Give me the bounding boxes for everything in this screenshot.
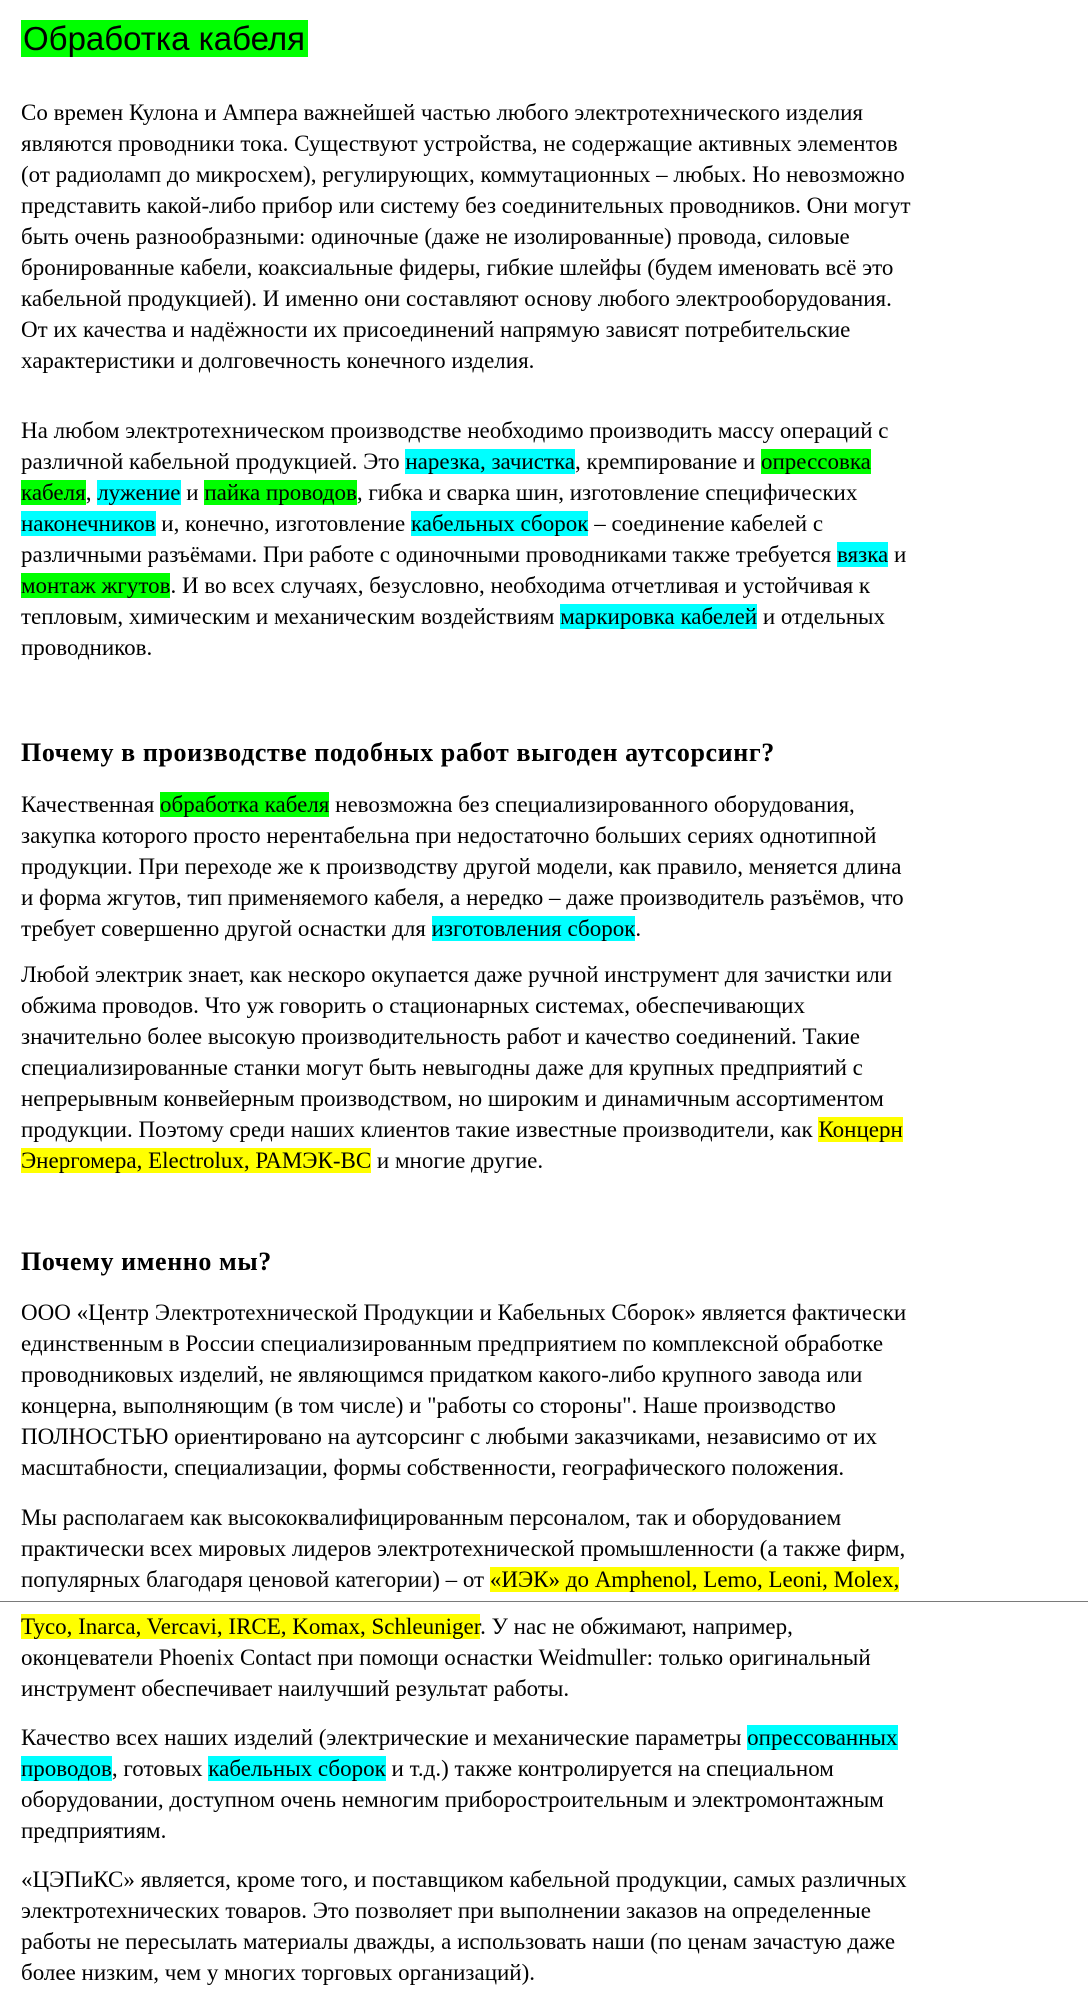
highlight-cable-marking: маркировка кабелей xyxy=(560,604,758,629)
text-line: Энергомера, Electrolux, РАМЭК-ВС и многие другие. xyxy=(21,1148,544,1173)
page-break-divider xyxy=(0,1601,1088,1602)
text-line: различной кабельной продукцией. Это нарезка, зачистка, кремпирование и опрессовка xyxy=(21,449,871,474)
section-heading-outsourcing: Почему в производстве подобных работ выгоден аутсорсинг? xyxy=(21,738,775,767)
text-line: ООО «Центр Электротехнической Продукции и Кабельных Сборок» является фактически xyxy=(21,1300,907,1325)
text-line: обжима проводов. Что уж говорить о стационарных системах, обеспечивающих xyxy=(21,993,805,1018)
highlight-tinning: лужение xyxy=(97,480,181,505)
highlight-brands-cont: Tyco, Inarca, Vercavi, IRCE, Komax, Schleuniger xyxy=(21,1614,481,1639)
text-line: быть очень разнообразными: одиночные (даже не изолированные) провода, силовые xyxy=(21,224,850,249)
quality-paragraph xyxy=(21,1722,1071,1846)
text-line: Tyco, Inarca, Vercavi, IRCE, Komax, Schleuniger. У нас не обжимают, например, xyxy=(21,1614,793,1639)
highlight-tying: вязка xyxy=(836,542,889,567)
text-line: проводниковых изделий, не являющимся придатком какого-либо крупного завода или xyxy=(21,1362,863,1387)
highlight-cable-assemblies: кабельных сборок xyxy=(410,511,589,536)
highlight-clients: Концерн xyxy=(818,1117,903,1142)
highlight-terminals: наконечников xyxy=(21,511,156,536)
text-line: характеристики и долговечность конечного изделия. xyxy=(21,348,535,373)
highlight-ready-assemblies: кабельных сборок xyxy=(208,1756,386,1781)
text-line: (от радиоламп до микросхем), регулирующих, коммутационных – любых. Но невозможно xyxy=(21,162,905,187)
text-line: инструмент обеспечивает наилучший результат работы. xyxy=(21,1676,570,1701)
text-line: «ЦЭПиКС» является, кроме того, и поставщиком кабельной продукции, самых различных xyxy=(21,1867,907,1892)
text-line: непрерывным конвейерным производством, но широким и динамичным ассортиментом xyxy=(21,1086,884,1111)
text-line: кабеля, лужение и пайка проводов, гибка и сварка шин, изготовление специфических xyxy=(21,480,858,505)
equipment-paragraph-part1 xyxy=(21,1502,1071,1595)
highlight-brands: «ИЭК» до Amphenol, Lemo, Leoni, Molex, xyxy=(489,1567,900,1592)
text-line: кабельной продукцией). И именно они составляют основу любого электрооборудования. xyxy=(21,286,892,311)
text-line: представить какой-либо прибор или систему без соединительных проводников. Они могут xyxy=(21,193,911,218)
section-heading-why-us: Почему именно мы? xyxy=(21,1247,272,1276)
text-line: продукции. Поэтому среди наших клиентов такие известные производители, как Концерн xyxy=(21,1117,903,1142)
text-line: монтаж жгутов. И во всех случаях, безусловно, необходима отчетливая и устойчивая к xyxy=(21,573,871,598)
text-line: оконцеватели Phoenix Contact при помощи оснастки Weidmuller: только оригинальный xyxy=(21,1645,871,1670)
text-line: От их качества и надёжности их присоединений напрямую зависят потребительские xyxy=(21,317,851,342)
page-title-highlight: Обработка кабеля xyxy=(21,20,308,57)
text-line: концерна, выполняющим (в том числе) и "работы со стороны". Наше производство xyxy=(21,1393,836,1418)
text-line: наконечников и, конечно, изготовление кабельных сборок – соединение кабелей с xyxy=(21,511,824,536)
equipment-paragraph-part2 xyxy=(21,1611,1071,1704)
operations-paragraph xyxy=(21,415,1071,663)
text-line: различными разъёмами. При работе с одиночными проводниками также требуется вязка и xyxy=(21,542,907,567)
text-line: электротехнических товаров. Это позволяет при выполнении заказов на определенные xyxy=(21,1898,871,1923)
company-paragraph xyxy=(21,1297,1071,1483)
text-line: оборудовании, доступном очень немногим приборостроительным и электромонтажным xyxy=(21,1787,884,1812)
text-line: Мы располагаем как высококвалифицированным персоналом, так и оборудованием xyxy=(21,1505,842,1530)
highlight-crimped-wires-cont: проводов xyxy=(21,1756,112,1781)
page-title xyxy=(21,18,308,60)
intro-paragraph xyxy=(21,97,1071,376)
highlight-cutting-stripping: нарезка, зачистка xyxy=(405,449,576,474)
text-line: ПОЛНОСТЬЮ ориентировано на аутсорсинг с любыми заказчиками, независимо от их xyxy=(21,1424,878,1449)
highlight-crimping: опрессовка xyxy=(760,449,871,474)
text-line: масштабности, специализации, формы собственности, географического положения. xyxy=(21,1455,845,1480)
highlight-soldering: пайка проводов xyxy=(204,480,357,505)
text-line: Со времен Кулона и Ампера важнейшей частью любого электротехнического изделия xyxy=(21,100,863,125)
text-line: требует совершенно другой оснастки для изготовления сборок. xyxy=(21,916,642,941)
text-line: специализированные станки могут быть невыгодны даже для крупных предприятий с xyxy=(21,1055,863,1080)
text-line: Качество всех наших изделий (электрические и механические параметры опрессованных xyxy=(21,1725,898,1750)
text-line: практически всех мировых лидеров электротехнической промышленности (а также фирм, xyxy=(21,1536,906,1561)
highlight-crimped-wires: опрессованных xyxy=(747,1725,898,1750)
text-line: и форма жгутов, тип применяемого кабеля, а нередко – даже производитель разъёмов, что xyxy=(21,885,904,910)
highlight-cable-processing: обработка кабеля xyxy=(160,792,330,817)
highlight-clients-cont: Энергомера, Electrolux, РАМЭК-ВС xyxy=(21,1148,372,1173)
highlight-assembly-manufacturing: изготовления сборок xyxy=(431,916,636,941)
highlight-crimping-cont: кабеля xyxy=(21,480,86,505)
outsourcing-paragraph-1 xyxy=(21,789,1071,944)
text-line: закупка которого просто нерентабельна при недостаточно больших сериях однотипной xyxy=(21,823,877,848)
text-line: продукции. При переходе же к производству другой модели, как правило, меняется длина xyxy=(21,854,902,879)
text-line: значительно более высокую производительность работ и качество соединений. Такие xyxy=(21,1024,860,1049)
supplier-paragraph xyxy=(21,1864,1071,1988)
text-line: работы не пересылать материалы дважды, а использовать наши (по ценам зачастую даже xyxy=(21,1929,896,1954)
text-line: Любой электрик знает, как нескоро окупается даже ручной инструмент для зачистки или xyxy=(21,962,893,987)
highlight-harness-assembly: монтаж жгутов xyxy=(21,573,171,598)
text-line: тепловым, химическим и механическим воздействиям маркировка кабелей и отдельных xyxy=(21,604,886,629)
text-line: бронированные кабели, коаксиальные фидеры, гибкие шлейфы (будем именовать всё это xyxy=(21,255,894,280)
text-line: проводов, готовых кабельных сборок и т.д.) также контролируется на специальном xyxy=(21,1756,834,1781)
text-line: популярных благодаря ценовой категории) – от «ИЭК» до Amphenol, Lemo, Leoni, Molex, xyxy=(21,1567,900,1592)
text-line: Качественная обработка кабеля невозможна без специализированного оборудования, xyxy=(21,792,855,817)
text-line: являются проводники тока. Существуют устройства, не содержащие активных элементов xyxy=(21,131,898,156)
text-line: единственным в России специализированным предприятием по комплексной обработке xyxy=(21,1331,884,1356)
outsourcing-paragraph-2 xyxy=(21,959,1071,1176)
text-line: проводников. xyxy=(21,635,153,660)
text-line: более низким, чем у многих торговых организаций). xyxy=(21,1960,536,1985)
text-line: На любом электротехническом производстве необходимо производить массу операций с xyxy=(21,418,889,443)
text-line: предприятиям. xyxy=(21,1818,167,1843)
